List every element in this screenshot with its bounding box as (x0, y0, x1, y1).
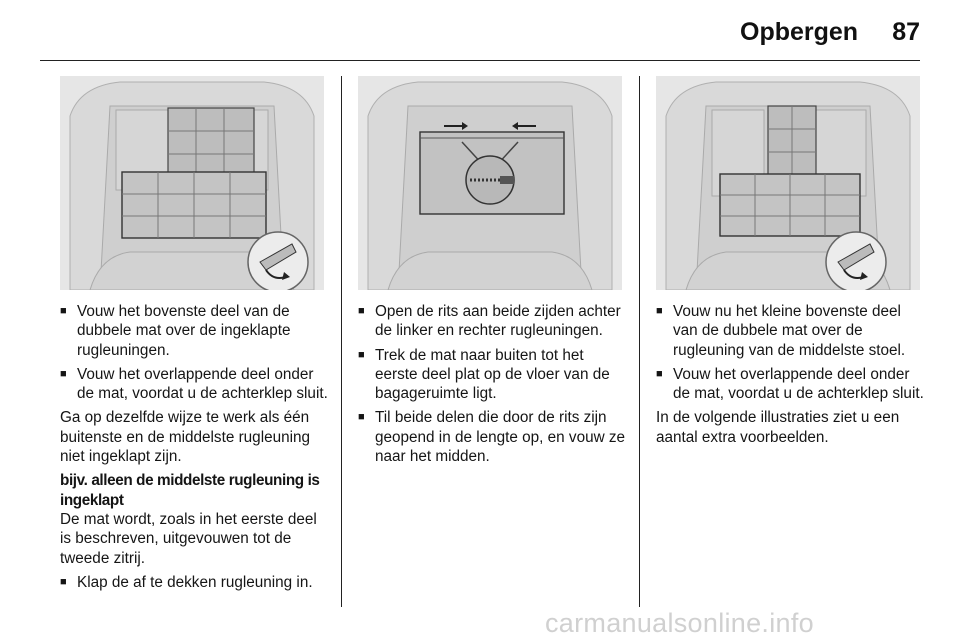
list-item: ■ Trek de mat naar buiten tot het eerste deel plat op de vloer van de bagageruimte ligt. (358, 346, 610, 403)
paragraph: De mat wordt, zoals in het eerste deel is beschreven, uitgevouwen tot de tweede zitrij. (60, 510, 317, 567)
column-3 (656, 302, 924, 452)
illustration-fold-mat-over-seats (60, 76, 324, 290)
watermark: carmanualsonline.info (545, 608, 814, 638)
list-item: ■ Vouw het bovenste deel van de dubbele mat over de ingeklapte rugleuningen. (60, 303, 291, 359)
subheading: bijv. alleen de middelste rugleuning is ingeklapt (60, 472, 320, 509)
illustration-zipper-open (358, 76, 622, 290)
paragraph: In de volgende illustraties ziet u een aantal extra voorbeelden. (656, 409, 900, 446)
list-item: ■ Vouw het overlappende deel onder de mat, voordat u de achterklep sluit. (656, 365, 924, 403)
list-item: ■ Vouw nu het kleine bovenste deel van de dubbele mat over de rugleuning van de middelste stoel. (656, 303, 906, 359)
section-title: Opbergen (740, 18, 859, 46)
column-1 (60, 302, 330, 597)
column-divider (341, 76, 342, 607)
illustration-fold-over-middle-seat (656, 76, 920, 290)
header-rule (40, 60, 920, 61)
column-divider (639, 76, 640, 607)
list-item: ■ Klap de af te dekken rugleuning in. (60, 573, 313, 591)
column-2 (358, 302, 626, 471)
list-item: ■ Til beide delen die door de rits zijn geopend in de lengte op, en vouw ze naar het midden. (358, 409, 626, 466)
list-item: ■ Open de rits aan beide zijden achter de linker en rechter rugleuningen. (358, 303, 621, 340)
page-number: 87 (892, 18, 920, 46)
list-item: ■ Vouw het overlappende deel onder de mat, voordat u de achterklep sluit. (60, 365, 328, 403)
paragraph: Ga op dezelfde wijze te werk als één buitenste en de middelste rugleuning niet ingeklapt zijn. (60, 409, 311, 466)
